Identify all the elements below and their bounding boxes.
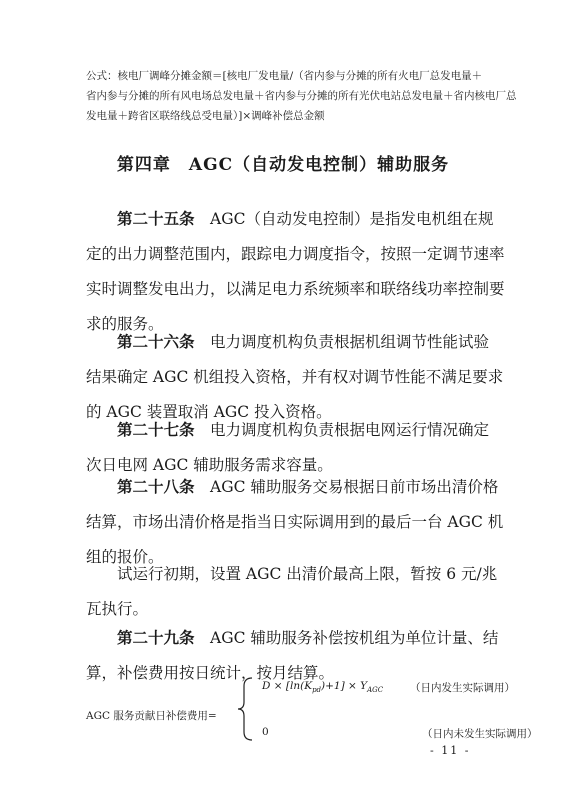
- paragraph-text: AGC（自动发电控制）是指发电机组在规: [210, 210, 494, 228]
- paragraph-line: 结果确定 AGC 机组投入资格，并有权对调节性能不满足要求: [86, 368, 504, 386]
- article-label: 第二十八条: [117, 477, 195, 496]
- paragraph-line: [86, 201, 494, 237]
- compensation-equation: [86, 670, 538, 750]
- case1-subscript-2: AGC: [367, 686, 384, 695]
- paragraph-line: 结算，市场出清价格是指当日实际调用到的最后一台 AGC 机: [86, 513, 504, 531]
- paragraph-line: 试运行初期，设置 AGC 出清价最高上限，暂按 6 元/兆: [117, 565, 498, 583]
- paragraph-line: 次日电网 AGC 辅助服务需求容量。: [86, 456, 333, 474]
- equation-lhs: AGC 服务贡献日补偿费用=: [86, 710, 217, 722]
- paragraph-line: 求的服务。: [86, 315, 164, 333]
- paragraph-line: 组的报价。: [86, 548, 164, 566]
- formula-line: 公式：核电厂调峰分摊金额＝[核电厂发电量/（省内参与分摊的所有火电厂总发电量＋: [86, 70, 483, 82]
- page-number: - 11 -: [430, 744, 471, 757]
- paragraph-line: 算，补偿费用按日统计，按月结算。: [86, 664, 335, 682]
- case2-note: （日内未发生实际调用）: [422, 728, 538, 740]
- paragraph-line: 的 AGC 装置取消 AGC 投入资格。: [86, 403, 332, 421]
- paragraph-text: 电力调度机构负责根据机组调节性能试验: [210, 333, 490, 351]
- article-label: 第二十五条: [117, 209, 195, 228]
- formula-line: 省内参与分摊的所有风电场总发电量＋省内参与分摊的所有光伏电站总发电量＋省内核电厂总: [86, 90, 517, 102]
- paragraph-line: [86, 412, 490, 448]
- trial-paragraph: [86, 557, 498, 627]
- article-label: 第二十九条: [117, 628, 195, 647]
- paragraph-line: [86, 469, 499, 505]
- case1-subscript: pd: [312, 686, 322, 695]
- article-label: 第二十六条: [117, 332, 195, 351]
- article-label: 第二十七条: [117, 420, 195, 439]
- paragraph-text: AGC 辅助服务补偿按机组为单位计量、结: [210, 629, 499, 647]
- paragraph-line: [86, 620, 499, 656]
- formula-block: [86, 66, 517, 126]
- case1-expression-2: )+1] × Y: [321, 680, 368, 692]
- paragraph-line: 实时调整发电出力，以满足电力系统频率和联络线功率控制要: [86, 280, 505, 298]
- case1-note: （日内发生实际调用）: [410, 682, 515, 694]
- paragraph-text: 电力调度机构负责根据电网运行情况确定: [210, 421, 490, 439]
- case2-expression: 0: [262, 726, 269, 738]
- article-25: [86, 201, 505, 342]
- equation-case-1: [262, 680, 515, 695]
- left-brace-icon: [236, 676, 256, 742]
- equation-case-2: [262, 726, 538, 740]
- chapter-title: 第四章 AGC（自动发电控制）辅助服务: [116, 155, 450, 175]
- paragraph-line: 瓦执行。: [86, 600, 149, 618]
- formula-line: 发电量＋跨省区联络线总受电量）]×调峰补偿总金额: [86, 110, 325, 122]
- case1-expression: D × [ln(K: [262, 680, 313, 692]
- paragraph-line: [86, 324, 490, 360]
- paragraph-line: 定的出力调整范围内，跟踪电力调度指令，按照一定调节速率: [86, 245, 505, 263]
- paragraph-text: AGC 辅助服务交易根据日前市场出清价格: [210, 478, 499, 496]
